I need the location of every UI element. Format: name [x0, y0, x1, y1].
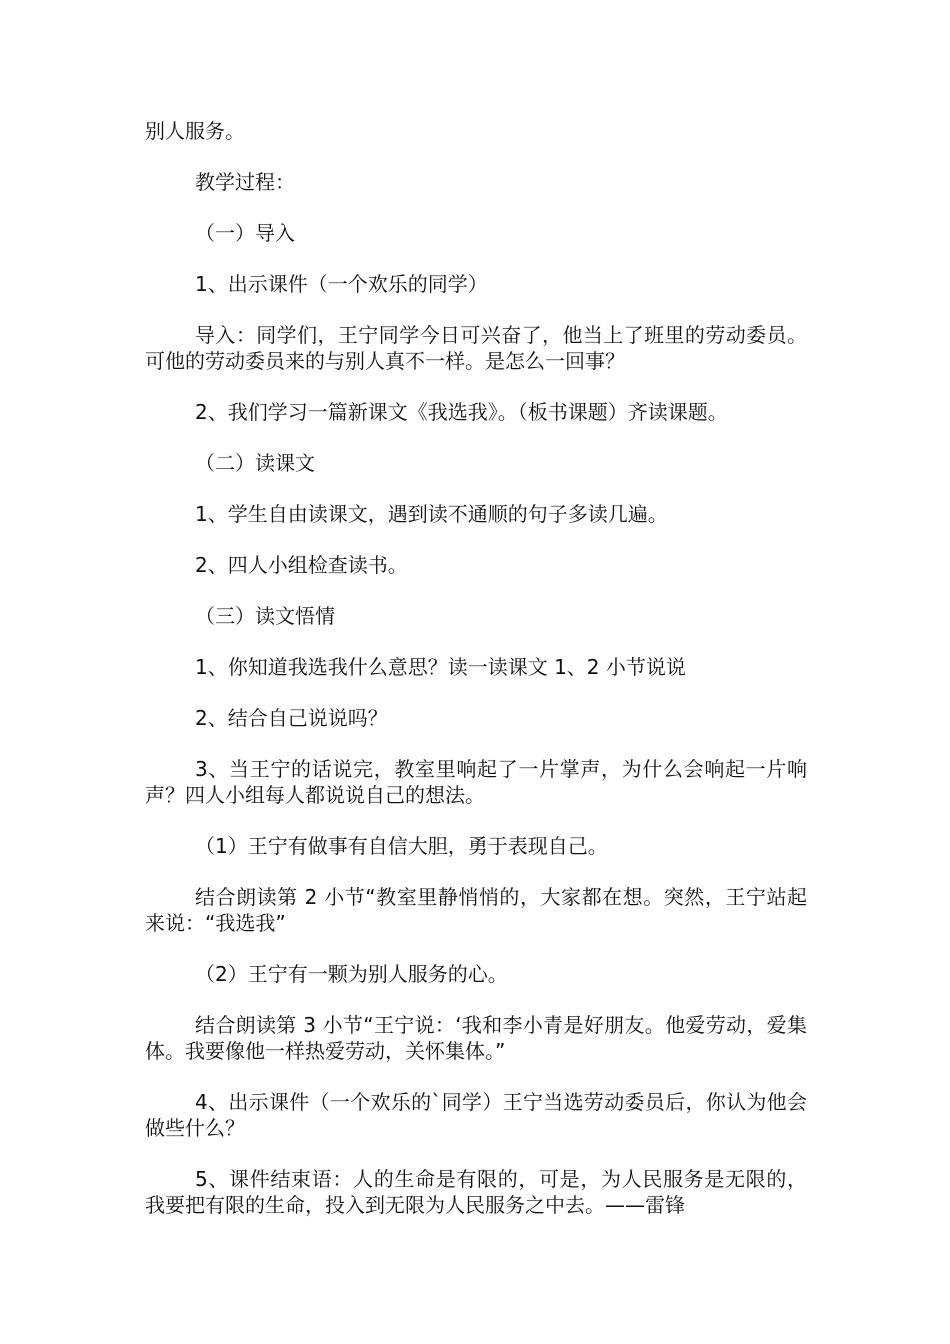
paragraph: 4、出示课件（一个欢乐的`同学）王宁当选劳动委员后，你认为他会做些什么？ — [145, 1090, 807, 1140]
paragraph: 导入：同学们，王宁同学今日可兴奋了，他当上了班里的劳动委员。可他的劳动委员来的与别人真不一样。是怎么一回事？ — [145, 323, 807, 373]
paragraph: （1）王宁有做事有自信大胆，勇于表现自己。 — [195, 834, 608, 858]
paragraph-continuation: 别人服务。 — [145, 119, 245, 143]
paragraph: 3、当王宁的话说完，教室里响起了一片掌声，为什么会响起一片响声？四人小组每人都说说自己的想法。 — [145, 757, 807, 807]
paragraph: 结合朗读第 2 小节“教室里静悄悄的，大家都在想。突然，王宁站起来说：“我选我” — [145, 885, 807, 935]
paragraph: 1、出示课件（一个欢乐的同学） — [195, 272, 488, 296]
document-page — [145, 118, 807, 1243]
paragraph: 结合朗读第 3 小节“王宁说：‘我和李小青是好朋友。他爱劳动，爱集体。我要像他一样热爱劳动，关怀集体。” — [145, 1013, 807, 1063]
paragraph-process-heading: 教学过程： — [195, 170, 295, 194]
paragraph: （2）王宁有一颗为别人服务的心。 — [195, 962, 508, 986]
paragraph: 5、课件结束语：人的生命是有限的，可是，为人民服务是无限的，我要把有限的生命，投入到无限为人民服务之中去。——雷锋 — [145, 1167, 807, 1217]
paragraph: 1、学生自由读课文，遇到读不通顺的句子多读几遍。 — [195, 502, 668, 526]
section-heading-understanding: （三）读文悟情 — [195, 604, 335, 628]
section-heading-reading: （二）读课文 — [195, 451, 315, 475]
paragraph: 2、结合自己说说吗？ — [195, 706, 388, 730]
paragraph: 2、四人小组检查读书。 — [195, 553, 408, 577]
section-heading-intro: （一）导入 — [195, 221, 295, 245]
paragraph: 1、你知道我选我什么意思？读一读课文 1、2 小节说说 — [195, 655, 686, 679]
paragraph: 2、我们学习一篇新课文《我选我》。（板书课题）齐读课题。 — [195, 400, 728, 424]
